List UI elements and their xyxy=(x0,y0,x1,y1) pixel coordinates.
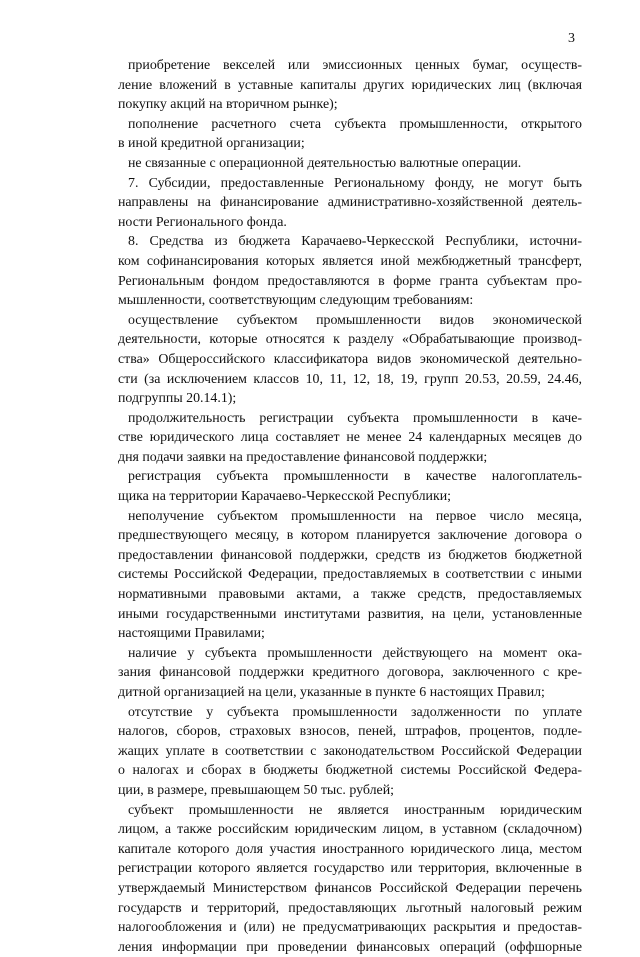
text-line: неполучение субъектом промышленности на первое число месяца, xyxy=(128,508,582,524)
text-line: зания финансовой поддержки кредитного договора, заключенного с кре- xyxy=(118,665,582,681)
text-line: налогов, сборов, страховых взносов, пеней, штрафов, процентов, подле- xyxy=(118,724,582,740)
text-line: 8. Средства из бюджета Карачаево-Черкесской Республики, источни- xyxy=(128,234,582,250)
text-line: стве юридического лица составляет не менее 24 календарных месяцев до xyxy=(118,430,582,446)
text-line: ности Регионального фонда. xyxy=(118,214,287,230)
text-line: регистрация субъекта промышленности в качестве налогоплатель- xyxy=(128,469,582,485)
text-line: о налогах и сборах в бюджеты бюджетной системы Российской Федера- xyxy=(118,763,582,779)
text-line: не связанные с операционной деятельностью валютные операции. xyxy=(128,155,522,171)
text-line: дня подачи заявки на предоставление финансовой поддержки; xyxy=(118,449,488,465)
page-number: 3 xyxy=(568,31,575,46)
text-line: продолжительность регистрации субъекта промышленности в каче- xyxy=(128,410,582,426)
text-line: нормативными правовыми актами, а также средств, предоставляемых xyxy=(118,587,582,603)
text-line: направлены на финансирование административно-хозяйственной деятель- xyxy=(118,195,582,211)
text-line: мышленности, соответствующим следующим требованиям: xyxy=(118,293,474,309)
text-line: системы Российской Федерации, предоставляемых в соответствии с иными xyxy=(118,567,582,583)
text-line: субъект промышленности не является иностранным юридическим xyxy=(128,802,582,818)
text-line: жащих уплате в соответствии с законодательством Российской Федерации xyxy=(118,743,582,759)
text-line: предоставлении финансовой поддержки, средств из бюджетов бюджетной xyxy=(118,547,582,563)
text-line: капитале которого доля участия иностранного юридического лица, местом xyxy=(118,841,582,857)
body-text xyxy=(118,56,582,957)
text-line: ление вложений в уставные капиталы других юридических лиц (включая xyxy=(118,77,582,93)
text-line: 7. Субсидии, предоставленные Региональному фонду, не могут быть xyxy=(128,175,582,191)
text-line: регистрации которого является государство или территория, включенные в xyxy=(118,861,582,877)
text-line: осуществление субъектом промышленности видов экономической xyxy=(128,312,582,328)
text-line: ства» Общероссийского классификатора видов экономической деятельно- xyxy=(118,351,582,367)
text-line: дитной организацией на цели, указанные в пункте 6 настоящих Правил; xyxy=(118,685,545,700)
text-line: предшествующего месяцу, в котором планируется заключение договора о xyxy=(118,528,582,544)
text-line: государств и территорий, предоставляющих льготный налоговый режим xyxy=(118,900,582,916)
text-line: деятельности, которые относятся к разделу «Обрабатывающие производ- xyxy=(118,332,582,348)
text-line: пополнение расчетного счета субъекта промышленности, открытого xyxy=(128,116,582,132)
text-line: иными государственными институтами развития, на цели, установленные xyxy=(118,606,582,622)
text-line: лицом, а также российским юридическим лицом, в уставном (складочном) xyxy=(118,822,582,838)
text-line: ления информации при проведении финансовых операций (оффшорные xyxy=(118,939,582,955)
text-line: в иной кредитной организации; xyxy=(118,136,305,152)
text-line: наличие у субъекта промышленности действующего на момент ока- xyxy=(128,645,582,661)
text-line: налогообложения и (или) не предусматривающих раскрытия и предостав- xyxy=(118,920,582,936)
text-line: настоящими Правилами; xyxy=(118,626,265,642)
text-line: щика на территории Карачаево-Черкесской Республики; xyxy=(118,489,452,505)
text-line: приобретение векселей или эмиссионных ценных бумаг, осуществ- xyxy=(128,58,582,73)
text-line: сти (за исключением классов 10, 11, 12, 18, 19, групп 20.53, 20.59, 24.46, xyxy=(118,371,582,387)
text-line: утверждаемый Министерством финансов Российской Федерации перечень xyxy=(118,880,582,896)
text-line: ции, в размере, превышающем 50 тыс. рублей; xyxy=(118,782,395,798)
text-line: подгруппы 20.14.1); xyxy=(118,391,237,407)
text-line: Региональным фондом предоставляются в форме гранта субъектам про- xyxy=(118,273,582,289)
text-line: отсутствие у субъекта промышленности задолженности по уплате xyxy=(128,704,582,720)
text-line: покупку акций на вторичном рынке); xyxy=(118,97,338,113)
text-line: ком софинансирования которых является иной межбюджетный трансферт, xyxy=(118,253,582,269)
